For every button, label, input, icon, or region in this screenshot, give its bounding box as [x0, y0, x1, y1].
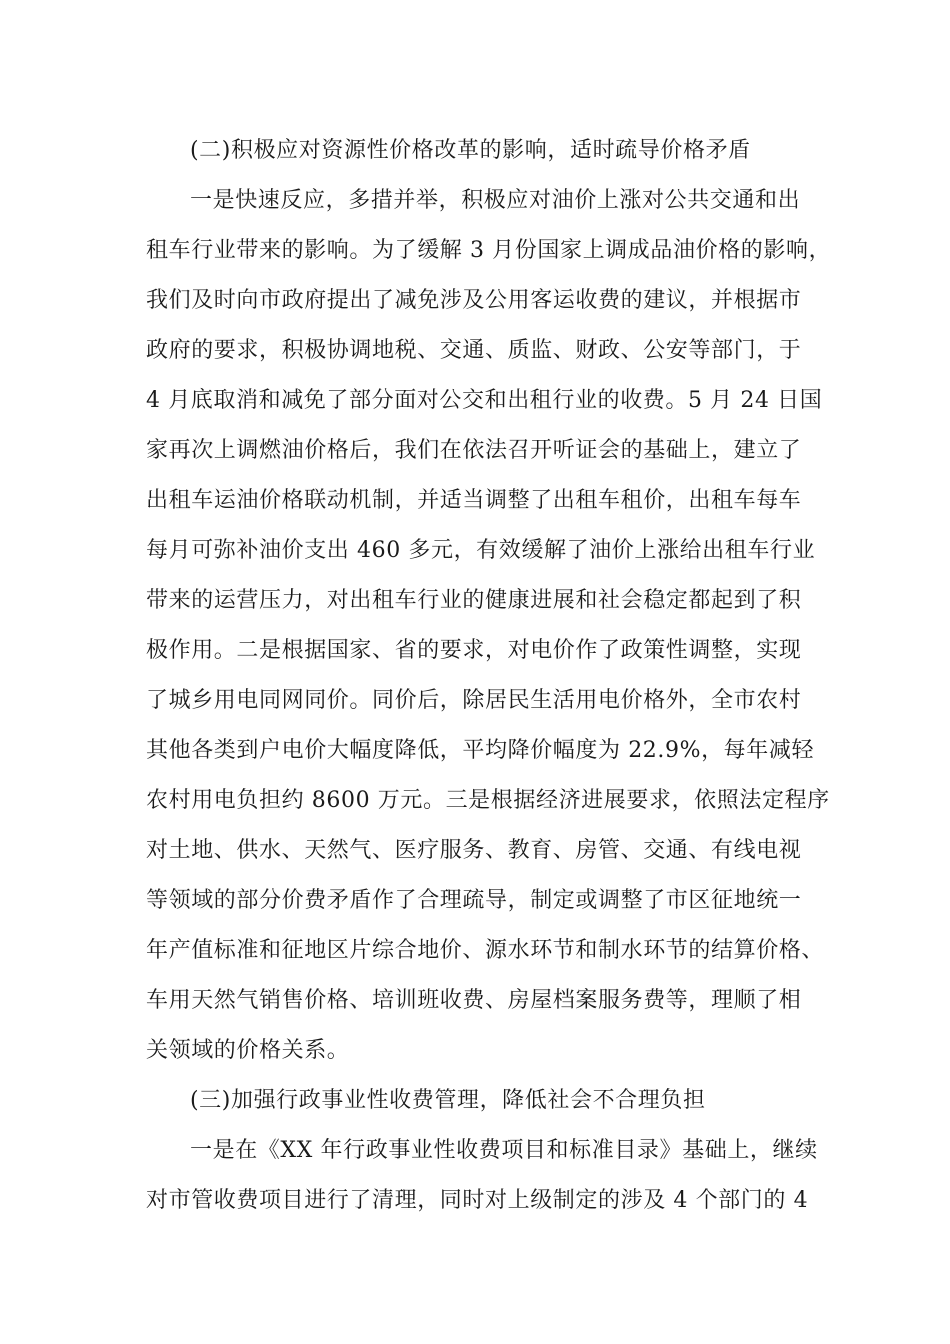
paragraph-line: 4 月底取消和减免了部分面对公交和出租行业的收费。5 月 24 日国	[146, 388, 823, 413]
paragraph-line: 其他各类到户电价大幅度降低，平均降价幅度为 22.9%，每年减轻	[146, 738, 815, 763]
paragraph-line: 了城乡用电同网同价。同价后，除居民生活用电价格外，全市农村	[146, 688, 802, 713]
paragraph-line: 车用天然气销售价格、培训班收费、房屋档案服务费等，理顺了相	[146, 988, 802, 1013]
paragraph-line: 年产值标准和征地区片综合地价、源水环节和制水环节的结算价格、	[146, 938, 825, 963]
paragraph-line: 农村用电负担约 8600 万元。三是根据经济进展要求，依照法定程序	[146, 788, 830, 813]
section-heading-2: (二)积极应对资源性价格改革的影响，适时疏导价格矛盾	[190, 138, 751, 163]
paragraph-line: 等领域的部分价费矛盾作了合理疏导，制定或调整了市区征地统一	[146, 888, 802, 913]
section-heading-3: (三)加强行政事业性收费管理，降低社会不合理负担	[190, 1088, 706, 1113]
paragraph-line: 出租车运油价格联动机制，并适当调整了出租车租价，出租车每车	[146, 488, 802, 513]
paragraph-line: 对土地、供水、天然气、医疗服务、教育、房管、交通、有线电视	[146, 838, 802, 863]
paragraph-line: 一是快速反应，多措并举，积极应对油价上涨对公共交通和出	[190, 188, 801, 213]
paragraph-line: 一是在《XX 年行政事业性收费项目和标准目录》基础上，继续	[190, 1138, 818, 1163]
paragraph-line: 政府的要求，积极协调地税、交通、质监、财政、公安等部门，于	[146, 338, 802, 363]
paragraph-line: 关领域的价格关系。	[146, 1038, 350, 1063]
paragraph-line: 每月可弥补油价支出 460 多元，有效缓解了油价上涨给出租车行业	[146, 538, 816, 563]
paragraph-line: 我们及时向市政府提出了减免涉及公用客运收费的建议，并根据市	[146, 288, 802, 313]
paragraph-line: 家再次上调燃油价格后，我们在依法召开听证会的基础上，建立了	[146, 438, 802, 463]
paragraph-line: 带来的运营压力，对出租车行业的健康进展和社会稳定都起到了积	[146, 588, 802, 613]
paragraph-line: 租车行业带来的影响。为了缓解 3 月份国家上调成品油价格的影响，	[146, 238, 832, 263]
paragraph-line: 对市管收费项目进行了清理，同时对上级制定的涉及 4 个部门的 4	[146, 1188, 809, 1213]
paragraph-line: 极作用。二是根据国家、省的要求，对电价作了政策性调整，实现	[146, 638, 802, 663]
